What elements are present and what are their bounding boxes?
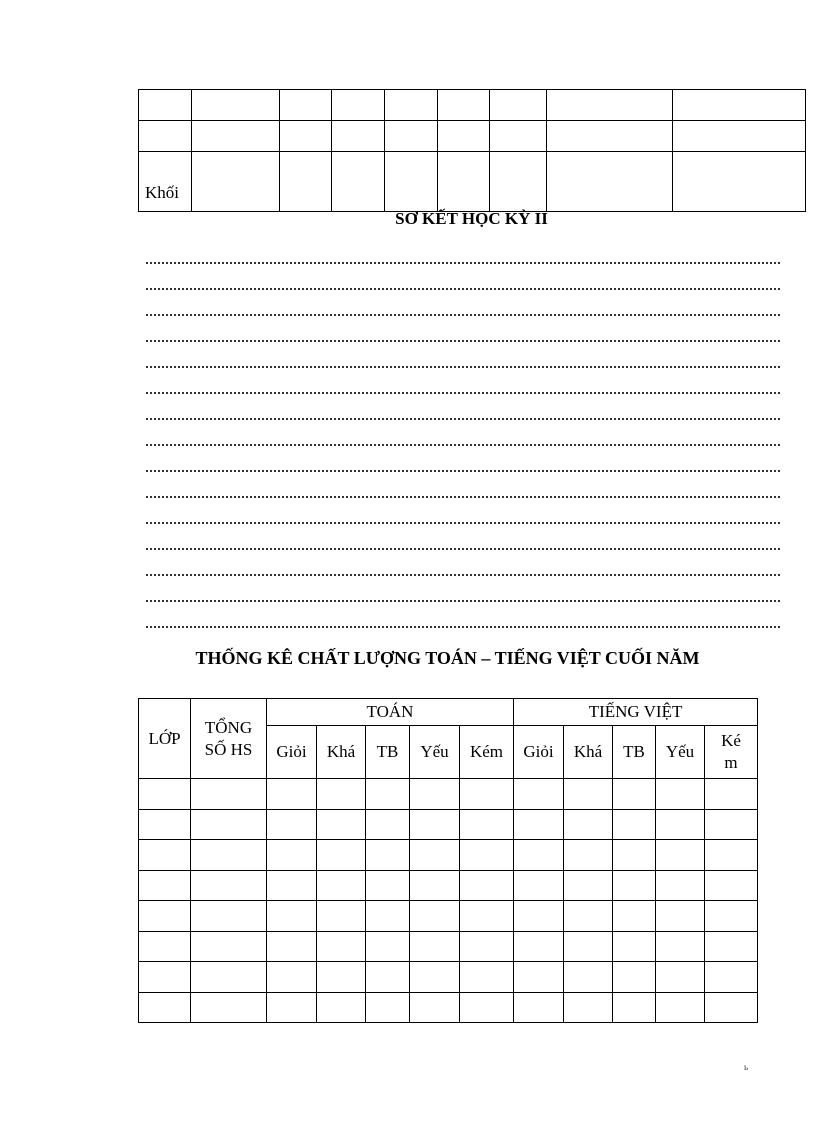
table-cell[interactable] [267,931,317,962]
table-row [139,962,758,993]
table-cell[interactable] [514,809,564,840]
table-cell[interactable] [139,931,191,962]
table-cell[interactable] [613,931,656,962]
table-cell[interactable] [410,992,460,1023]
table-row [139,931,758,962]
table-cell[interactable] [366,870,410,901]
toan-col-header: Giỏi [267,726,317,779]
table-cell[interactable] [410,962,460,993]
table-cell[interactable] [191,840,267,871]
tv-col-header-kem [705,726,758,779]
table-cell[interactable] [410,779,460,810]
table-cell[interactable] [656,992,705,1023]
table-cell[interactable] [191,901,267,932]
tv-col-header: Giỏi [514,726,564,779]
tv-kem-line2: m [724,753,738,772]
table-cell[interactable] [139,901,191,932]
table-cell[interactable] [460,870,514,901]
table-cell[interactable] [410,870,460,901]
table-cell[interactable] [410,809,460,840]
tv-col-header: TB [613,726,656,779]
table-cell[interactable] [514,962,564,993]
top-partial-table [138,89,806,212]
table-cell[interactable] [460,901,514,932]
table-cell[interactable] [317,870,366,901]
dotted-writing-lines [146,238,780,628]
table-cell[interactable] [705,992,758,1023]
table-cell[interactable] [366,992,410,1023]
table-cell[interactable] [656,870,705,901]
table-cell[interactable] [564,931,613,962]
table-cell[interactable] [613,901,656,932]
group-tieng-viet-header: TIẾNG VIỆT [514,699,758,726]
table-cell[interactable] [366,901,410,932]
page-mark: ь [744,1062,749,1072]
table-cell[interactable] [191,962,267,993]
table-cell[interactable] [267,779,317,810]
table-cell[interactable] [191,779,267,810]
table-cell[interactable] [191,992,267,1023]
table-cell[interactable] [613,840,656,871]
dotted-line[interactable] [146,524,780,550]
table-cell[interactable] [514,779,564,810]
toan-col-header: Khá [317,726,366,779]
dotted-line[interactable] [146,446,780,472]
table-row [139,809,758,840]
table-cell[interactable] [267,809,317,840]
table-cell[interactable] [317,931,366,962]
table-cell[interactable] [564,901,613,932]
table-cell[interactable] [656,901,705,932]
table-cell[interactable] [317,840,366,871]
top-table-row [139,90,806,121]
col-tong-line2: SỐ HS [204,739,253,759]
table-cell[interactable] [460,962,514,993]
table-cell[interactable] [460,931,514,962]
table-cell[interactable] [705,962,758,993]
table-cell[interactable] [613,779,656,810]
toan-col-header: Yếu [410,726,460,779]
dotted-line[interactable] [146,394,780,420]
table-cell[interactable] [460,779,514,810]
stats-table-body [139,779,758,1023]
table-cell[interactable] [705,840,758,871]
table-cell[interactable] [267,901,317,932]
table-cell[interactable] [705,779,758,810]
table-cell[interactable] [564,840,613,871]
dotted-line[interactable] [146,576,780,602]
khoi-label: Khối [139,152,192,212]
table-cell[interactable] [139,840,191,871]
table-cell[interactable] [410,931,460,962]
dotted-line[interactable] [146,472,780,498]
dotted-line[interactable] [146,264,780,290]
table-cell[interactable] [613,962,656,993]
table-cell[interactable] [705,931,758,962]
table-cell[interactable] [410,901,460,932]
table-cell[interactable] [139,779,191,810]
col-lop-header: LỚP [139,699,191,779]
table-row [139,992,758,1023]
top-table-row [139,152,806,212]
table-cell[interactable] [460,840,514,871]
table-cell[interactable] [564,809,613,840]
semester-summary-title: SƠ KẾT HỌC KỲ II [395,209,548,228]
table-cell[interactable] [191,809,267,840]
table-cell[interactable] [656,840,705,871]
table-cell[interactable] [139,870,191,901]
table-cell[interactable] [267,840,317,871]
table-cell[interactable] [564,779,613,810]
table-cell[interactable] [656,962,705,993]
dotted-line[interactable] [146,290,780,316]
col-tong-so-hs-header [191,699,267,779]
dotted-line[interactable] [146,342,780,368]
top-table-row [139,121,806,152]
table-cell[interactable] [366,962,410,993]
table-cell[interactable] [656,931,705,962]
table-cell[interactable] [317,992,366,1023]
toan-col-header: Kém [460,726,514,779]
table-cell[interactable] [656,779,705,810]
tv-col-header: Khá [564,726,613,779]
table-cell[interactable] [366,809,410,840]
table-cell[interactable] [613,809,656,840]
table-cell[interactable] [191,931,267,962]
group-toan-header: TOÁN [267,699,514,726]
table-cell[interactable] [317,901,366,932]
quality-stats-table [138,698,758,1023]
tv-kem-line1: Ké [721,731,741,750]
table-cell[interactable] [139,992,191,1023]
table-cell[interactable] [514,870,564,901]
table-cell[interactable] [139,962,191,993]
table-cell[interactable] [705,870,758,901]
table-cell[interactable] [191,870,267,901]
tv-col-header: Yếu [656,726,705,779]
table-cell[interactable] [317,962,366,993]
col-tong-line1: TỔNG [204,717,253,737]
table-cell[interactable] [564,962,613,993]
table-cell[interactable] [460,992,514,1023]
table-row [139,901,758,932]
dotted-line[interactable] [146,550,780,576]
table-row [139,840,758,871]
table-cell[interactable] [460,809,514,840]
dotted-line[interactable] [146,238,780,264]
table-cell[interactable] [564,992,613,1023]
dotted-line[interactable] [146,368,780,394]
table-cell[interactable] [705,809,758,840]
table-cell[interactable] [410,840,460,871]
table-cell[interactable] [317,779,366,810]
table-cell[interactable] [267,992,317,1023]
table-row [139,779,758,810]
table-cell[interactable] [267,870,317,901]
dotted-line[interactable] [146,498,780,524]
table-cell[interactable] [366,840,410,871]
toan-col-header: TB [366,726,410,779]
table-cell[interactable] [613,992,656,1023]
table-cell[interactable] [366,779,410,810]
table-row [139,870,758,901]
table-cell[interactable] [514,840,564,871]
table-cell[interactable] [514,931,564,962]
dotted-line[interactable] [146,316,780,342]
table-cell[interactable] [656,809,705,840]
table-cell[interactable] [267,962,317,993]
table-cell[interactable] [564,870,613,901]
table-cell[interactable] [613,870,656,901]
table-cell[interactable] [366,931,410,962]
table-cell[interactable] [317,809,366,840]
table-cell[interactable] [705,901,758,932]
dotted-line[interactable] [146,602,780,628]
dotted-line[interactable] [146,420,780,446]
year-end-stats-title: THỐNG KÊ CHẤT LƯỢNG TOÁN – TIẾNG VIỆT CUỐI NĂM [195,648,700,668]
table-cell[interactable] [514,901,564,932]
table-cell[interactable] [514,992,564,1023]
header-row-groups [139,699,758,726]
table-cell[interactable] [139,809,191,840]
